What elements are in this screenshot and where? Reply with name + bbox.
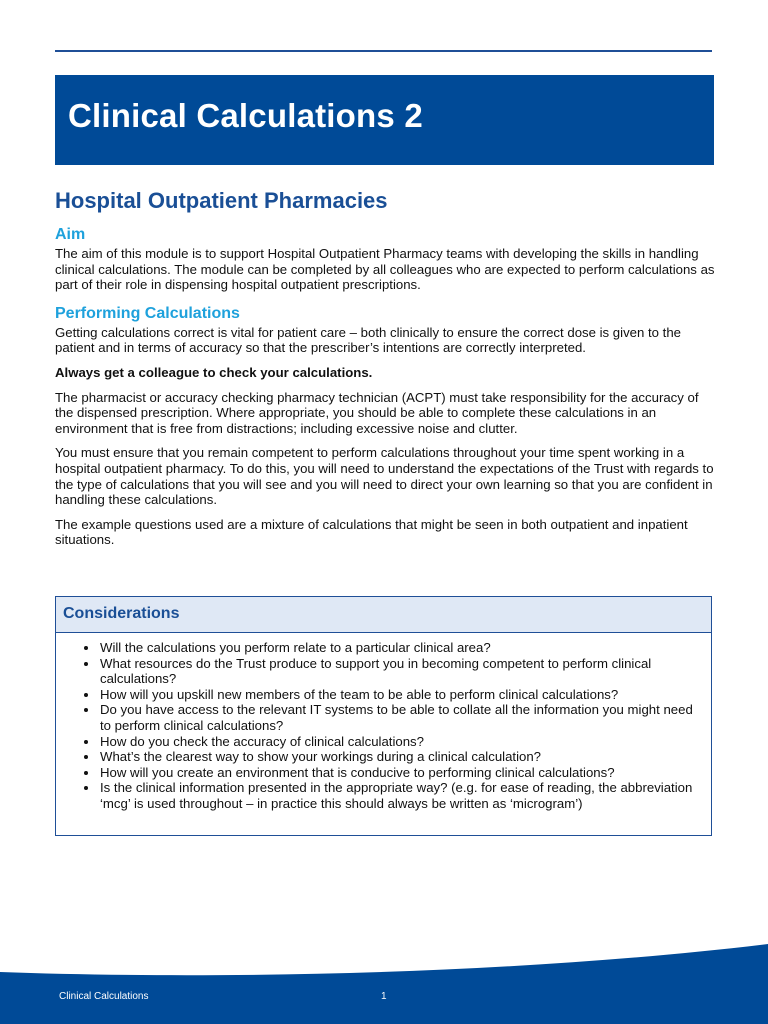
- page-title: Clinical Calculations 2: [68, 97, 423, 134]
- paragraph-responsibility: The pharmacist or accuracy checking pharmacy technician (ACPT) must take responsibility for the accuracy of the dispensed prescription. Where appropriate, you should be able to complete these calculations in an environment that is free from distractions; including excessive noise and clutter.: [55, 389, 699, 436]
- considerations-box: [55, 596, 712, 836]
- list-item: • What resources do the Trust produce to support you in becoming competent to perform clinical calculations?: [99, 656, 701, 687]
- top-divider: [55, 50, 712, 52]
- list-item: • How will you create an environment that is conducive to performing clinical calculations?: [99, 765, 701, 781]
- considerations-list: [56, 640, 711, 812]
- footer-document-title: Clinical Calculations: [59, 991, 149, 1002]
- list-item: • How do you check the accuracy of clinical calculations?: [99, 734, 701, 750]
- section-title: Hospital Outpatient Pharmacies: [55, 188, 388, 213]
- list-item: • What’s the clearest way to show your workings during a clinical calculation?: [99, 749, 701, 765]
- page-number: 1: [381, 991, 387, 1002]
- paragraph-importance: Getting calculations correct is vital for patient care – both clinically to ensure the correct dose is given to the patient and in terms of accuracy so that the prescriber’s intentions are correctly interpreted.: [55, 324, 681, 356]
- list-item: • How will you upskill new members of the team to be able to perform clinical calculations?: [99, 687, 701, 703]
- considerations-header: [56, 597, 711, 633]
- aim-paragraph: The aim of this module is to support Hospital Outpatient Pharmacy teams with developing the skills in handling clinical calculations. The module can be completed by all colleagues who are expected to perform calculations as part of their role in dispensing hospital outpatient prescriptions.: [55, 246, 715, 293]
- paragraph-examples: The example questions used are a mixture of calculations that might be seen in both outpatient and inpatient situations.: [55, 516, 688, 548]
- footer-wave-graphic: [0, 940, 768, 1024]
- list-item: • Will the calculations you perform relate to a particular clinical area?: [99, 640, 701, 656]
- list-item: • Do you have access to the relevant IT systems to be able to collate all the information you might need to perform clinical calculations?: [99, 702, 701, 733]
- paragraph-check-reminder: Always get a colleague to check your calculations.: [55, 364, 373, 380]
- footer: [0, 940, 768, 1024]
- main-content: [55, 188, 715, 557]
- performing-calculations-heading: Performing Calculations: [55, 304, 240, 322]
- title-banner: [55, 75, 714, 165]
- paragraph-competence: You must ensure that you remain competent to perform calculations throughout your time spent working in a hospital outpatient pharmacy. To do this, you will need to understand the expectations of the Trust with regards to the type of calculations that you will see and you will need to direct your own learning so that you are confident in handling these calculations.: [55, 445, 714, 508]
- considerations-heading: Considerations: [63, 605, 180, 622]
- list-item: • Is the clinical information presented in the appropriate way? (e.g. for ease of reading, the abbreviation ‘mcg’ is used throughout – in practice this should always be written as ‘microgram’): [99, 780, 701, 811]
- aim-heading: Aim: [55, 226, 86, 243]
